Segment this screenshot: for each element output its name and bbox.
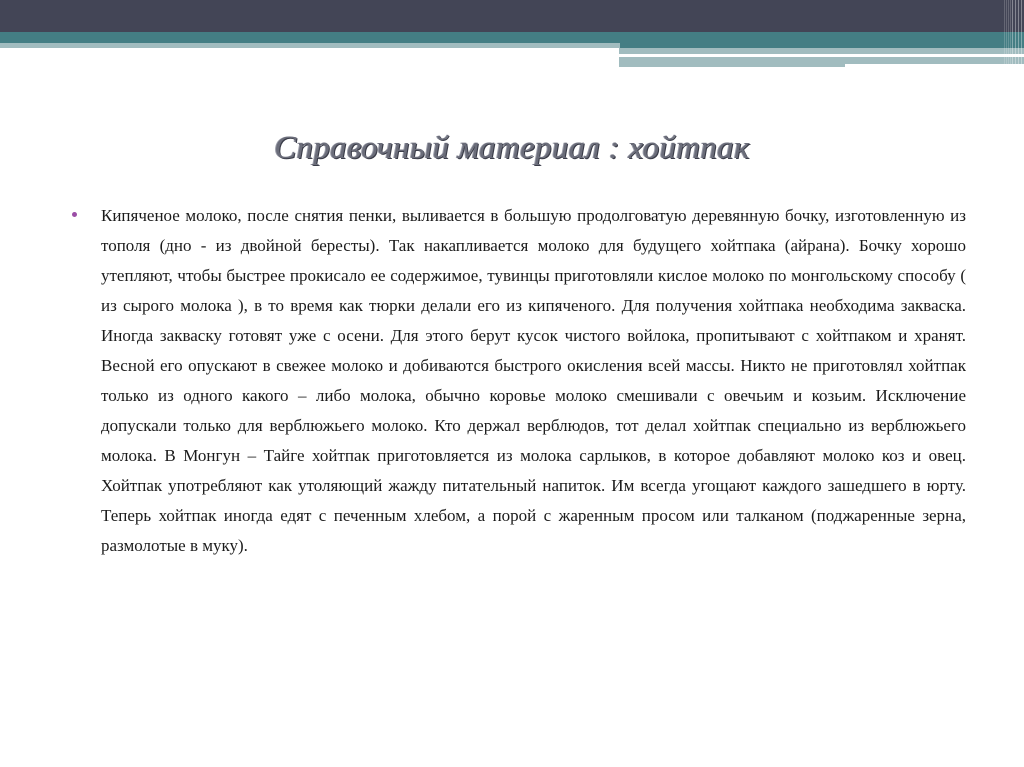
header-light-band-left <box>0 43 620 48</box>
bullet-dot-icon <box>72 212 77 217</box>
bullet-text: Кипяченое молоко, после снятия пенки, выливается в большую продолговатую деревянную бочку, изготовленную из тополя (дно - из двойной бересты). Так накапливается молоко для будущего хойтпака (айрана). Бочку хорошо утепляют, чтобы быстрее прокисало ее содержимое, тувинцы приготовляли кислое молоко по монгольскому способу ( из сырого молока ), в то время как тюрки делали его из кипяченого. Для получения хойтпака необходима закваска. Иногда закваску готовят уже с осени. Для этого берут кусок чистого войлока, пропитывают с хойтпаком и хранят. Весной его опускают в свежее молоко и добиваются быстрого окисления всей массы. Никто не приготовлял хойтпак только из одного какого – либо молока, обычно коровье молоко смешивали с овечьим и козьим. Исключение допускали только для верблюжьего молоко. Кто держал верблюдов, тот делал хойтпак специально из верблюжьего молока. В Монгун – Тайге хойтпак приготовляется из молока сарлыков, в которое добавляют молоко коз и овец. Хойтпак употребляют как утоляющий жажду питательный напиток. Им всегда угощают каждого зашедшего в юрту. Теперь хойтпак иногда едят с печенным хлебом, а порой с жаренным просом или талканом (поджаренные зерна, размолотые в муку). <box>101 206 966 555</box>
header-edge-stripes <box>1012 0 1024 68</box>
bullet-list <box>72 201 966 561</box>
header-edge-stripes-inner <box>1004 0 1012 64</box>
bullet-item <box>72 201 966 561</box>
header-dark-band <box>0 0 1024 32</box>
slide-title: Справочный материал : хойтпак <box>274 130 750 166</box>
header-white-cut <box>845 64 1024 68</box>
